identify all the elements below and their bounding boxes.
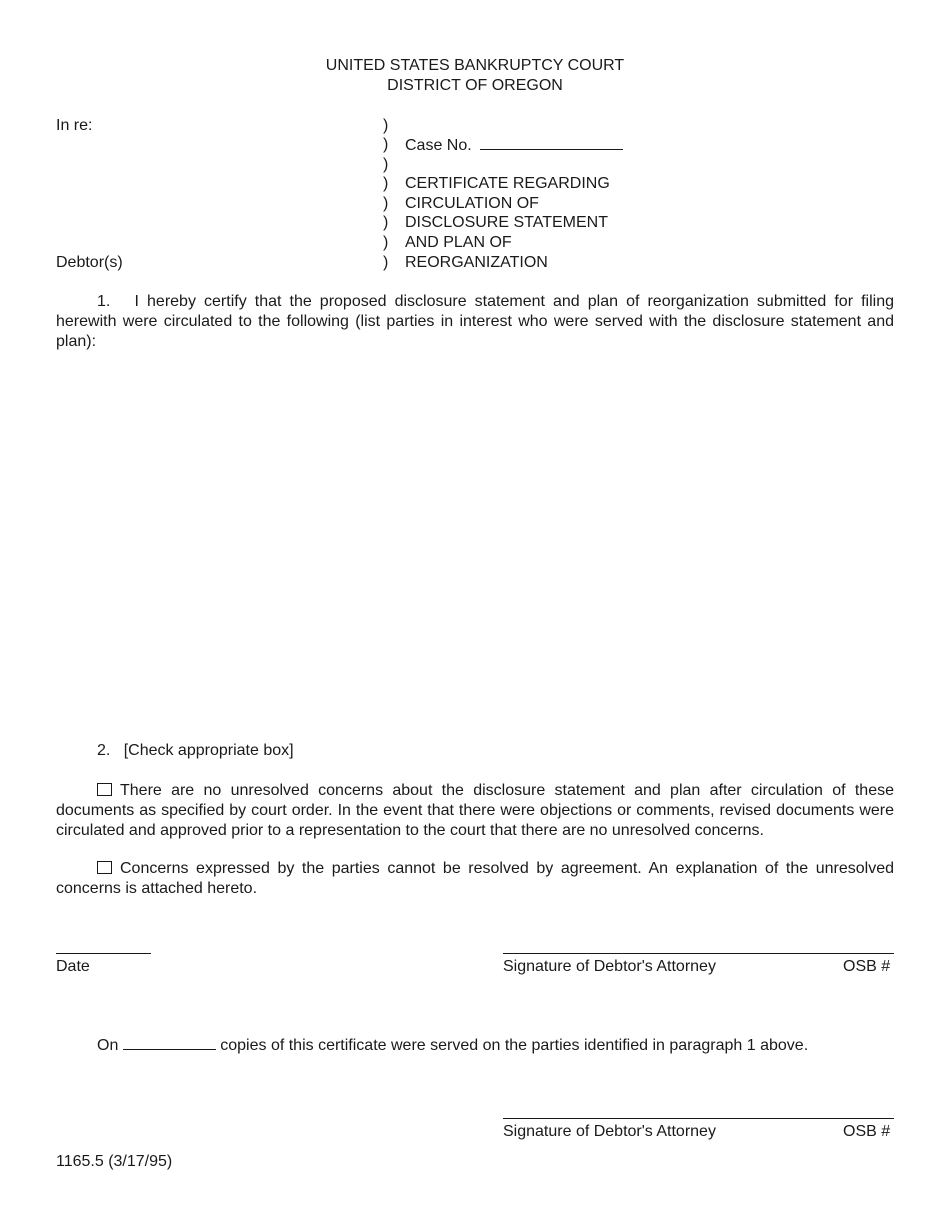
caption-paren: ) — [383, 195, 389, 212]
certificate-title-line: CERTIFICATE REGARDING — [405, 175, 610, 192]
caption-paren: ) — [383, 254, 389, 271]
in-re-label: In re: — [56, 117, 93, 134]
paragraph-2-heading — [97, 741, 294, 761]
attorney-signature-label: Signature of Debtor's Attorney — [503, 958, 716, 975]
form-number: 1165.5 (3/17/95) — [56, 1153, 173, 1170]
case-number-blank[interactable] — [480, 135, 623, 150]
caption-paren: ) — [383, 117, 389, 134]
caption-paren: ) — [383, 136, 389, 153]
paragraph-2-heading-text: [Check appropriate box] — [123, 742, 294, 759]
paragraph-1-text: I hereby certify that the proposed disclosure statement and plan of reorganization submitted for filing herewith were circulated to the following (list parties in interest who were served with the disclosure statement and plan): — [56, 293, 894, 350]
osb-number-label-2: OSB # — [843, 1123, 891, 1140]
service-statement — [97, 1035, 808, 1056]
date-label: Date — [56, 958, 90, 975]
caption-paren: ) — [383, 234, 389, 251]
attorney-signature-line[interactable] — [503, 953, 894, 954]
unresolved-concerns-checkbox[interactable] — [97, 861, 112, 874]
option-no-unresolved-concerns — [56, 781, 894, 841]
paragraph-1 — [56, 292, 894, 352]
option-unresolved-concerns — [56, 859, 894, 899]
court-name: UNITED STATES BANKRUPTCY COURT — [325, 57, 625, 74]
certificate-title-line: REORGANIZATION — [405, 254, 548, 271]
service-on-label: On — [97, 1037, 119, 1054]
service-text: copies of this certificate were served on the parties identified in paragraph 1 above. — [220, 1037, 809, 1054]
option-2-text: Concerns expressed by the parties cannot be resolved by agreement. An explanation of the unresolved concerns is attached hereto. — [56, 860, 894, 897]
caption-paren: ) — [383, 156, 389, 173]
certificate-title-line: AND PLAN OF — [405, 234, 512, 251]
no-unresolved-concerns-checkbox[interactable] — [97, 783, 112, 796]
attorney-signature-label-2: Signature of Debtor's Attorney — [503, 1123, 716, 1140]
case-number-label: Case No. — [405, 137, 472, 154]
caption-paren: ) — [383, 214, 389, 231]
service-date-blank[interactable] — [123, 1035, 216, 1050]
date-signature-line[interactable] — [56, 953, 151, 954]
district-name: DISTRICT OF OREGON — [387, 77, 563, 94]
certificate-title-line: CIRCULATION OF — [405, 195, 539, 212]
option-1-text: There are no unresolved concerns about the disclosure statement and plan after circulation of these documents as specified by court order. In the event that there were objections or comments, revised documents were circulated and approved prior to a representation to the court that there are no unresolved concerns. — [56, 782, 894, 839]
certificate-title-line: DISCLOSURE STATEMENT — [405, 214, 608, 231]
case-number-field[interactable] — [405, 135, 623, 156]
paragraph-1-number: 1. — [97, 293, 111, 310]
paragraph-2-number: 2. — [97, 742, 111, 759]
debtor-label: Debtor(s) — [56, 254, 123, 271]
caption-paren: ) — [383, 175, 389, 192]
osb-number-label: OSB # — [843, 958, 891, 975]
attorney-signature-line-2[interactable] — [503, 1118, 894, 1119]
